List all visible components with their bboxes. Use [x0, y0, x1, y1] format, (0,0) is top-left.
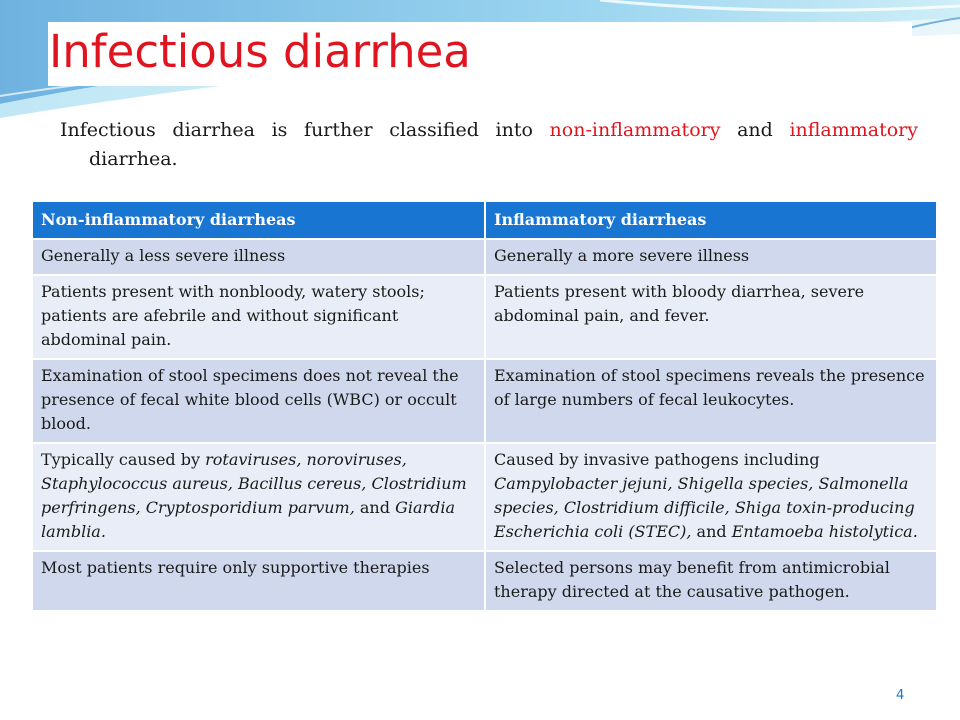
- causes-right-pathogen-last: Entamoeba histolytica.: [731, 522, 918, 541]
- header-inflammatory: Inflammatory diarrheas: [484, 202, 936, 238]
- table-row: [33, 444, 936, 550]
- table-row: [33, 552, 936, 610]
- table-row: [33, 276, 936, 358]
- causes-left-pathogens: rotaviruses, noroviruses, Staphylococcus aureus, Bacillus cereus, Clostridium perfringens, Cryptosporidium parvum,: [41, 450, 467, 517]
- causes-left-prefix: Typically caused by: [41, 450, 206, 469]
- intro-highlight-non-inflammatory: non-inflammatory: [549, 119, 721, 141]
- slide-title: Infectious diarrhea: [49, 25, 471, 78]
- cell-presentation-non-inflammatory: Patients present with nonbloody, watery stools; patients are afebrile and without significant abdominal pain.: [33, 276, 484, 358]
- intro-highlight-inflammatory: inflammatory: [789, 119, 919, 141]
- causes-right-and: and: [691, 522, 732, 541]
- table-row: [33, 240, 936, 274]
- intro-text-2: and: [720, 119, 790, 141]
- causes-left-and: and: [354, 498, 396, 517]
- causes-left-pathogen-last: Giardia lamblia.: [41, 498, 456, 541]
- cell-examination-inflammatory: Examination of stool specimens reveals the presence of large numbers of fecal leukocytes.: [484, 360, 936, 442]
- cell-therapy-non-inflammatory: Most patients require only supportive therapies: [33, 552, 484, 610]
- cell-causes-non-inflammatory: [33, 444, 484, 550]
- intro-text-1: Infectious diarrhea is further classified into: [60, 119, 550, 141]
- table-header-row: [33, 202, 936, 238]
- cell-severity-inflammatory: Generally a more severe illness: [484, 240, 936, 274]
- cell-presentation-inflammatory: Patients present with bloody diarrhea, severe abdominal pain, and fever.: [484, 276, 936, 358]
- cell-therapy-inflammatory: Selected persons may benefit from antimicrobial therapy directed at the causative pathogen.: [484, 552, 936, 610]
- table-row: [33, 360, 936, 442]
- comparison-table: [33, 200, 936, 612]
- cell-causes-inflammatory: [484, 444, 936, 550]
- causes-right-prefix: Caused by invasive pathogens including: [494, 450, 820, 469]
- page-number: 4: [896, 688, 905, 703]
- cell-severity-non-inflammatory: Generally a less severe illness: [33, 240, 484, 274]
- intro-text-3: diarrhea.: [89, 148, 178, 170]
- causes-right-pathogens: Campylobacter jejuni, Shigella species, Salmonella species, Clostridium difficile, Shiga toxin-producing Escherichia coli (STEC),: [494, 474, 915, 541]
- header-non-inflammatory: Non-inflammatory diarrheas: [33, 202, 484, 238]
- cell-examination-non-inflammatory: Examination of stool specimens does not reveal the presence of fecal white blood cells (WBC) or occult blood.: [33, 360, 484, 442]
- intro-paragraph: [60, 116, 918, 174]
